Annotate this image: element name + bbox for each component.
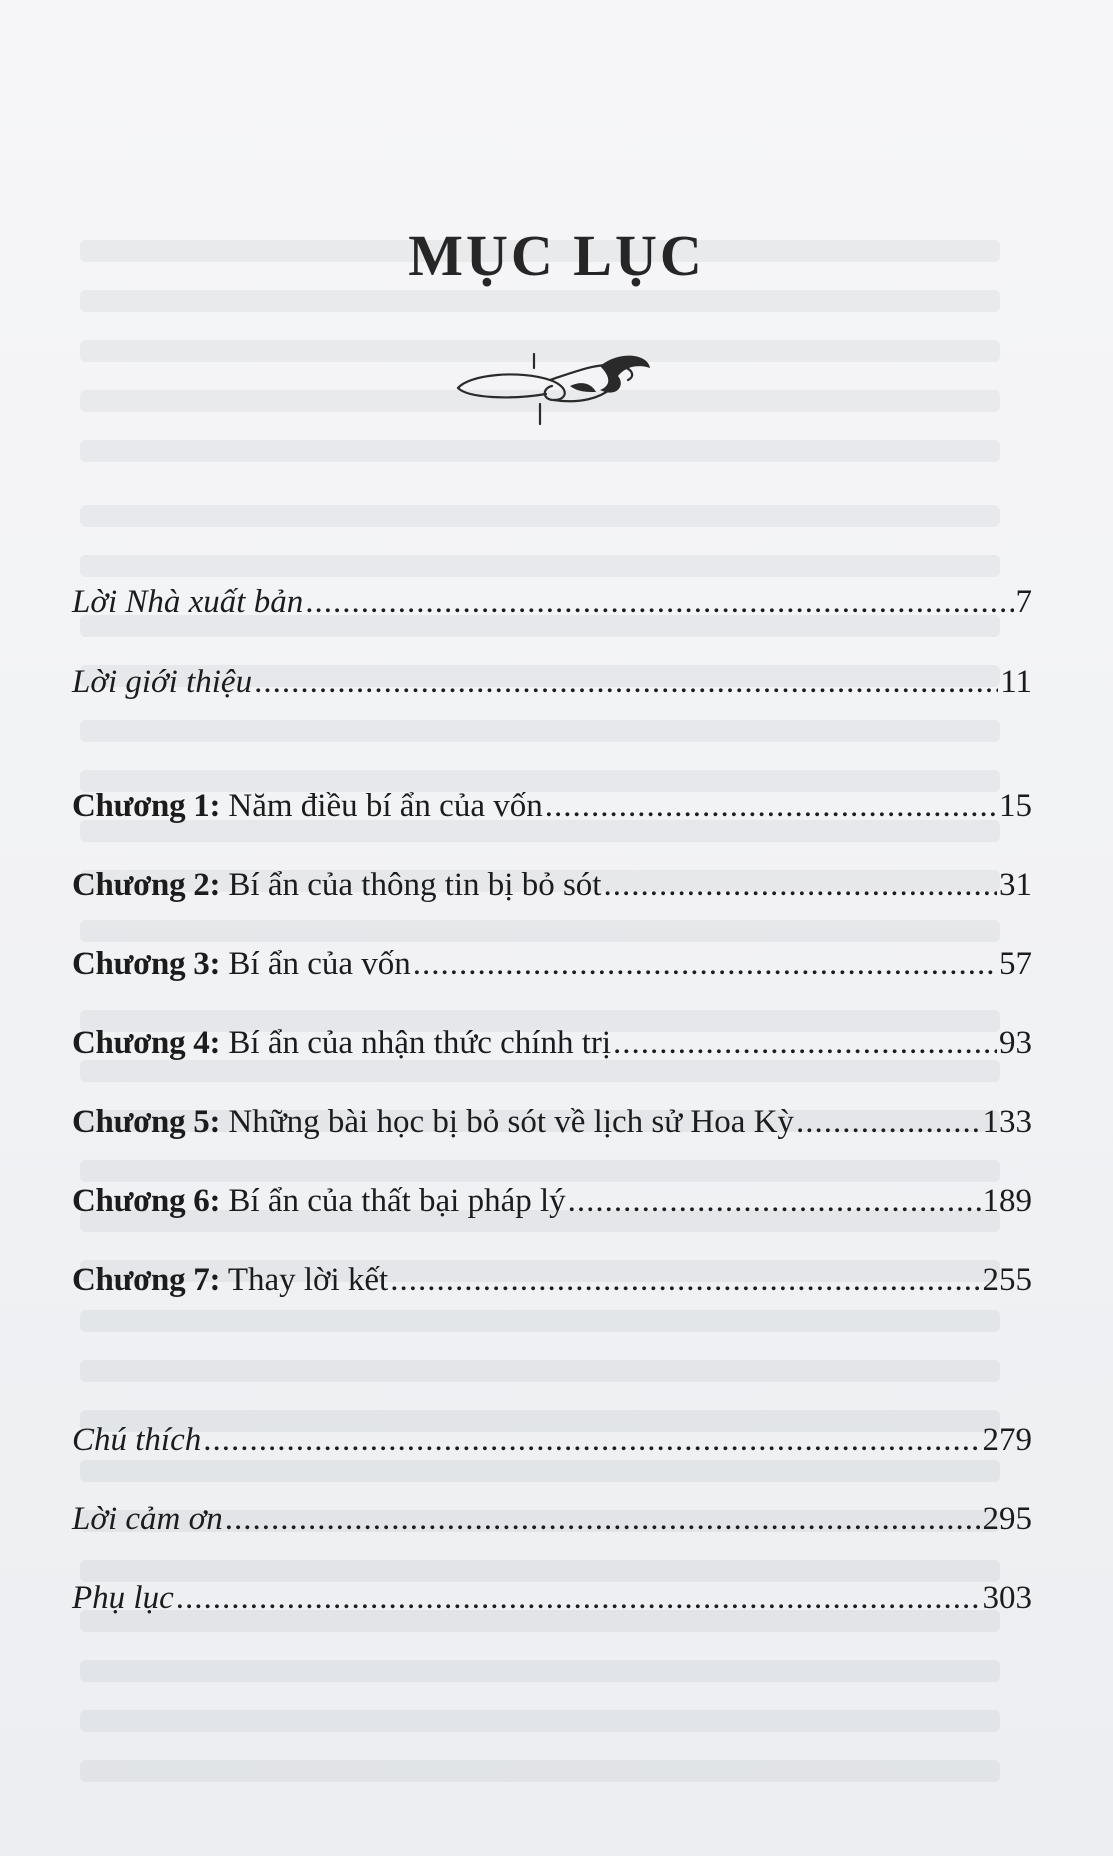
toc-entry-notes[interactable] (72, 1418, 1032, 1462)
toc-chapter-number: Chương 6: (72, 1183, 221, 1219)
page-title: MỤC LỤC (408, 223, 705, 288)
toc-label: Những bài học bị bỏ sót về lịch sử Hoa Kỳ (228, 1104, 794, 1140)
toc-page-number: 133 (982, 1104, 1032, 1140)
dot-leader (413, 942, 997, 986)
toc-label: Phụ lục (72, 1580, 174, 1616)
toc-page-number: 189 (982, 1183, 1032, 1219)
toc-page-number: 93 (999, 1025, 1032, 1061)
toc-chapter-number: Chương 1: (72, 788, 221, 824)
toc-chapter-number: Chương 2: (72, 867, 221, 903)
dot-leader (305, 580, 1013, 624)
toc-entry-chapter-3[interactable] (72, 942, 1032, 986)
toc-chapter-number: Chương 3: (72, 946, 221, 982)
toc-label: Lời Nhà xuất bản (72, 584, 304, 620)
toc-entry-chapter-5[interactable] (72, 1100, 1032, 1144)
toc-entry-chapter-6[interactable] (72, 1179, 1032, 1223)
toc-entry-chapter-1[interactable] (72, 784, 1032, 828)
flourish-ornament-icon (450, 340, 660, 430)
toc-chapter-number: Chương 7: (72, 1262, 221, 1298)
dot-leader (254, 660, 998, 704)
toc-entry-chapter-7[interactable] (72, 1258, 1032, 1302)
dot-leader (603, 863, 997, 907)
toc-entry-foreword[interactable] (72, 580, 1032, 624)
toc-entry-acknowledgements[interactable] (72, 1497, 1032, 1541)
dot-leader (545, 784, 997, 828)
toc-label: Thay lời kết (227, 1262, 389, 1298)
toc-chapter-number: Chương 5: (72, 1104, 221, 1140)
toc-page-number: 7 (1015, 584, 1032, 620)
toc-entry-introduction[interactable] (72, 660, 1032, 704)
toc-page-number: 279 (982, 1422, 1032, 1458)
dot-leader (613, 1021, 997, 1065)
toc-page-number: 31 (999, 867, 1032, 903)
toc-entry-chapter-2[interactable] (72, 863, 1032, 907)
toc-label: Chú thích (72, 1422, 202, 1458)
dot-leader (390, 1258, 980, 1302)
toc-label: Bí ẩn của vốn (228, 946, 411, 982)
dot-leader (225, 1497, 981, 1541)
toc-label: Lời giới thiệu (72, 664, 253, 700)
toc-label: Bí ẩn của thông tin bị bỏ sót (228, 867, 602, 903)
toc-label: Năm điều bí ẩn của vốn (228, 788, 543, 824)
toc-page-number: 57 (999, 946, 1032, 982)
toc-page-number: 303 (982, 1580, 1032, 1616)
dot-leader (176, 1576, 981, 1620)
dot-leader (796, 1100, 981, 1144)
toc-page-number: 11 (1000, 664, 1032, 700)
toc-page-number: 295 (982, 1501, 1032, 1537)
toc-page-number: 15 (999, 788, 1032, 824)
toc-label: Lời cảm ơn (72, 1501, 223, 1537)
toc-label: Bí ẩn của thất bại pháp lý (228, 1183, 566, 1219)
toc-entry-chapter-4[interactable] (72, 1021, 1032, 1065)
toc-chapter-number: Chương 4: (72, 1025, 221, 1061)
toc-entry-appendix[interactable] (72, 1576, 1032, 1620)
dot-leader (568, 1179, 981, 1223)
toc-page-number: 255 (982, 1262, 1032, 1298)
toc-label: Bí ẩn của nhận thức chính trị (228, 1025, 612, 1061)
dot-leader (203, 1418, 980, 1462)
